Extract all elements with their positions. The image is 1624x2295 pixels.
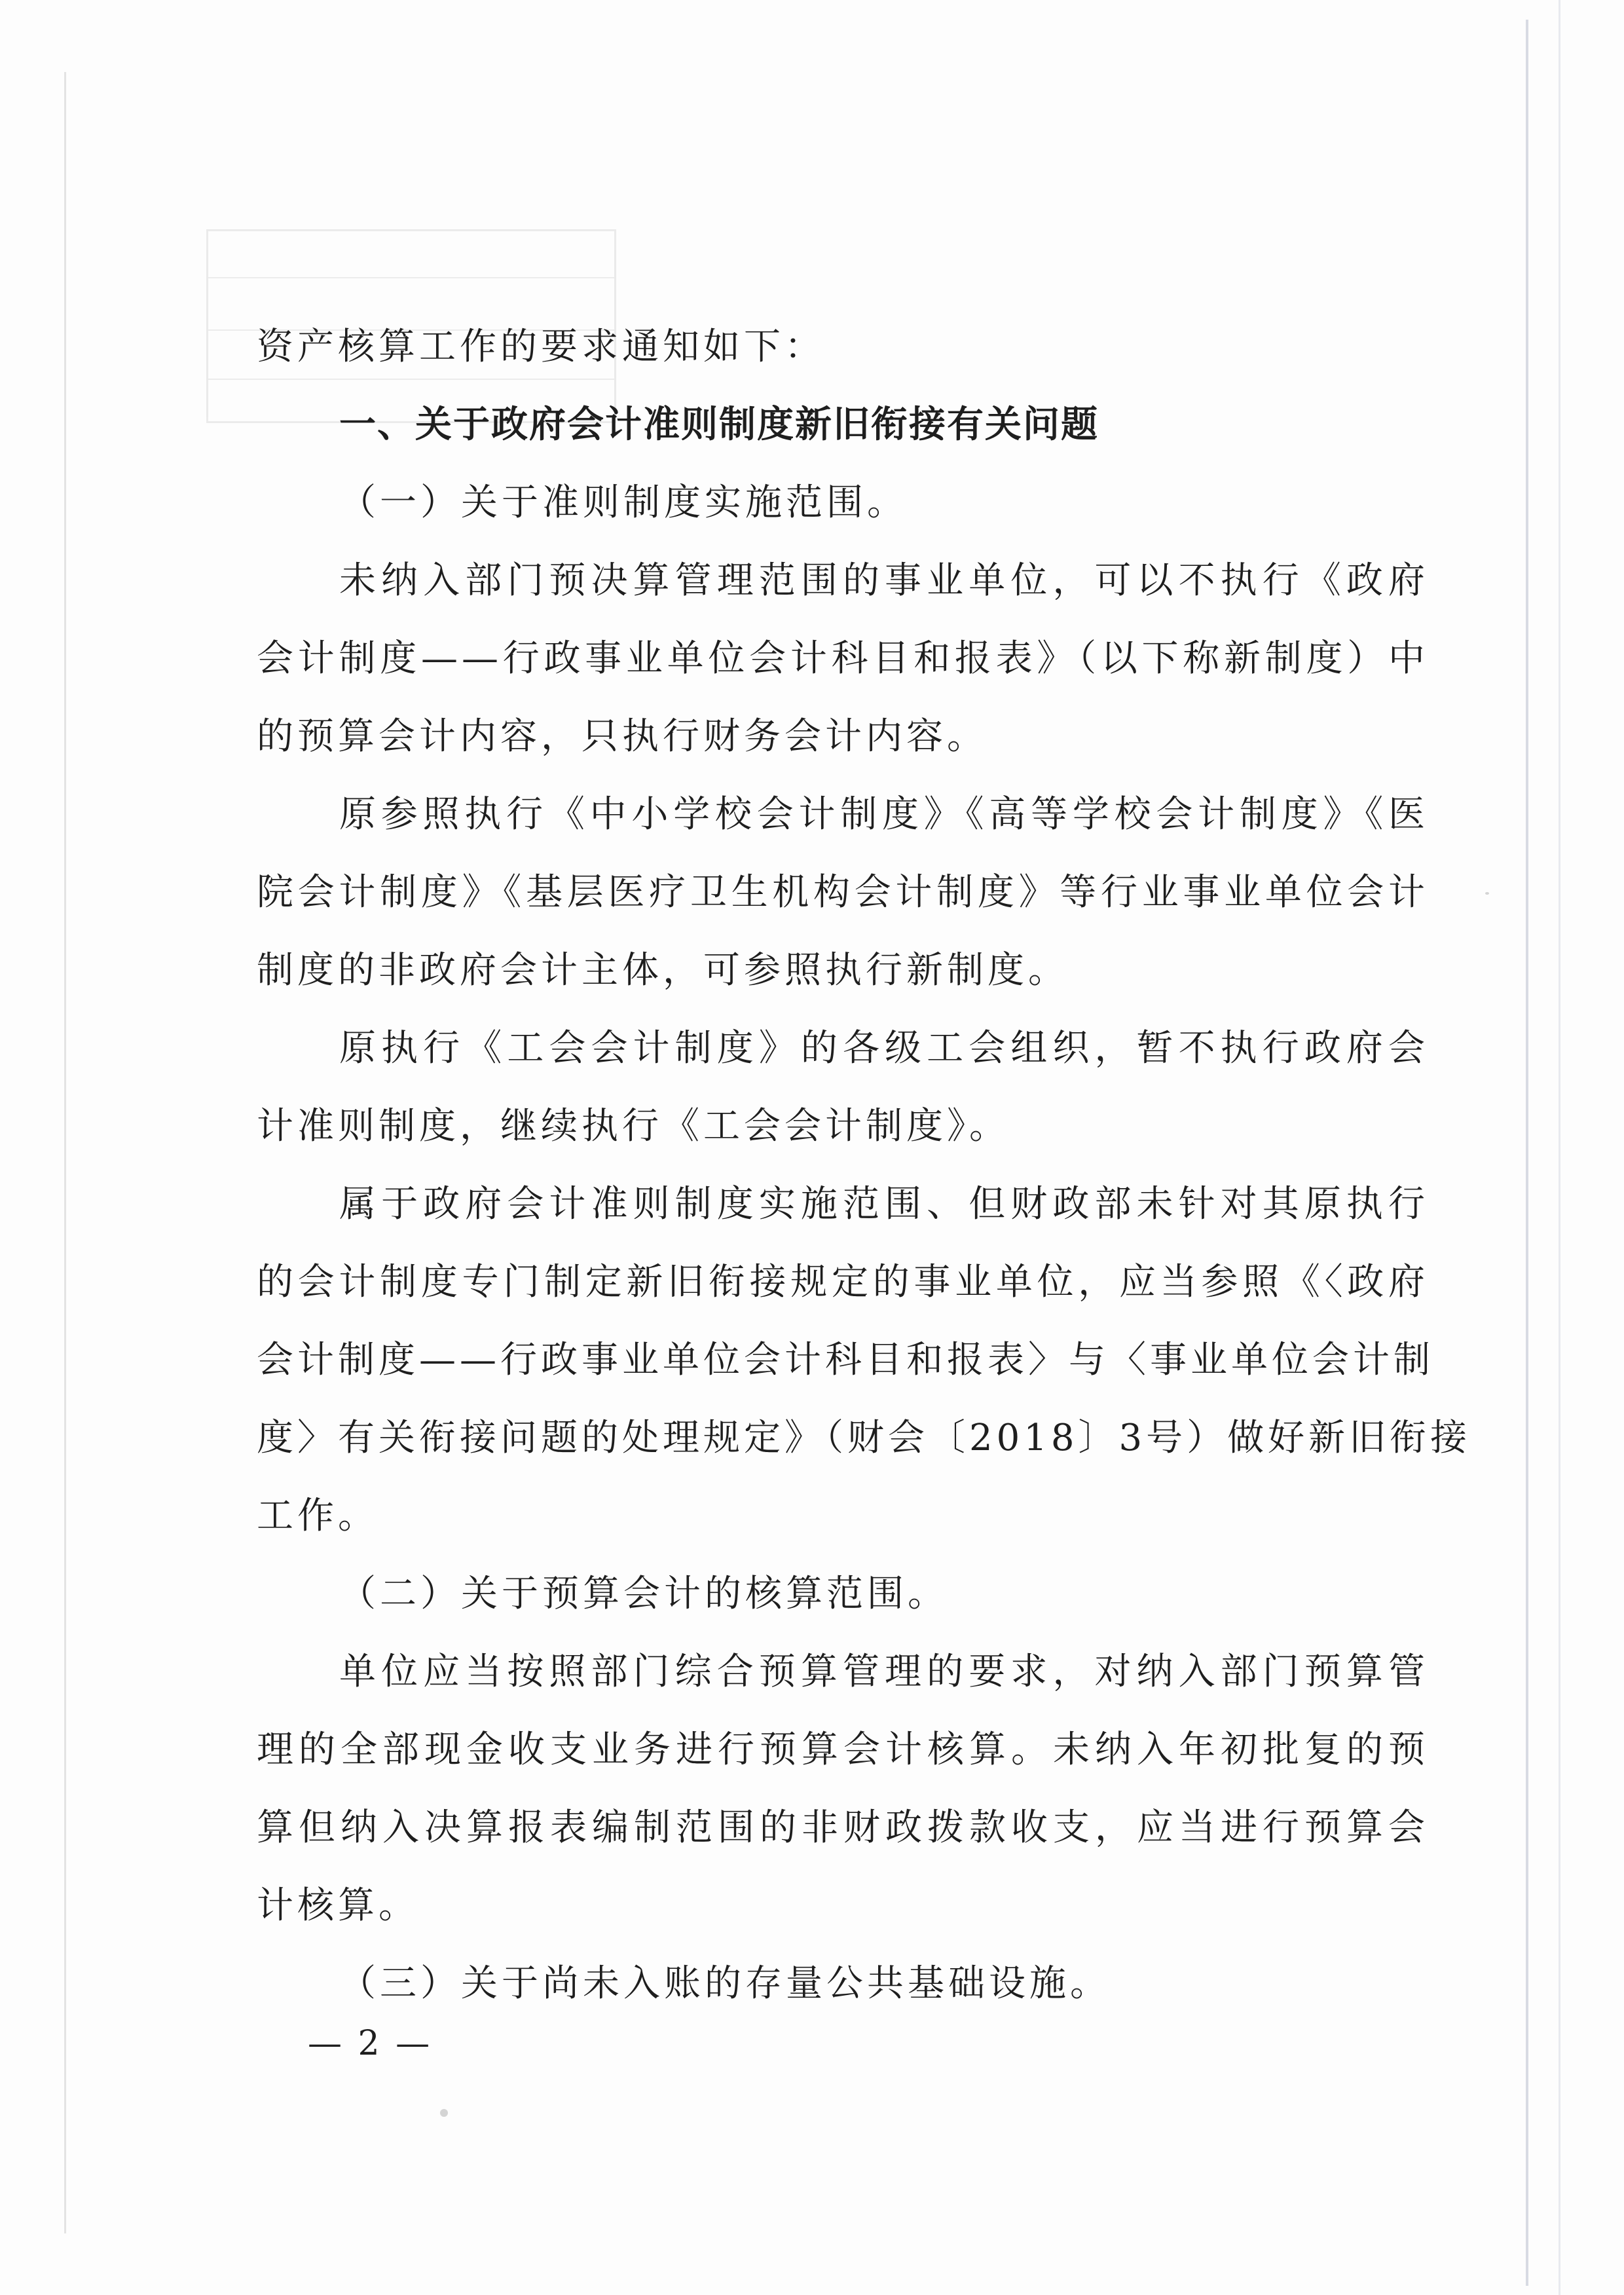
text-line: 会计制度——行政事业单位会计科目和报表》（以下称新制度）中 (257, 637, 1429, 680)
document-body (257, 308, 1471, 2023)
text-line: 度〉有关衔接问题的处理规定》（财会〔2018〕3号）做好新旧衔接 (257, 1417, 1471, 1459)
subsection-heading: （三）关于尚未入账的存量公共基础设施。 (339, 1962, 1111, 2005)
text-line: 理的全部现金收支业务进行预算会计核算。未纳入年初批复的预 (257, 1728, 1429, 1771)
text-line: 计准则制度，继续执行《工会会计制度》。 (257, 1105, 1010, 1148)
text-line: 资产核算工作的要求通知如下： (257, 326, 825, 368)
text-line: 的会计制度专门制定新旧衔接规定的事业单位，应当参照《〈政府 (257, 1261, 1429, 1303)
subsection-heading: （一）关于准则制度实施范围。 (339, 481, 908, 524)
scan-edge-right-outer (1559, 0, 1560, 2295)
text-line: 单位应当按照部门综合预算管理的要求，对纳入部门预算管 (339, 1651, 1429, 1693)
text-line: 院会计制度》《基层医疗卫生机构会计制度》等行业事业单位会计 (257, 871, 1429, 914)
scan-edge-right (1526, 20, 1528, 2286)
page-number: — 2 — (308, 2024, 433, 2063)
scan-edge-left (64, 72, 66, 2233)
text-line: 属于政府会计准则制度实施范围、但财政部未针对其原执行 (339, 1183, 1429, 1225)
section-heading: 一、关于政府会计准则制度新旧衔接有关问题 (339, 403, 1099, 446)
subsection-heading: （二）关于预算会计的核算范围。 (339, 1573, 948, 1615)
scan-speck (440, 2109, 448, 2117)
text-line: 制度的非政府会计主体，可参照执行新制度。 (257, 949, 1069, 992)
text-line: 工作。 (257, 1495, 378, 1537)
text-line: 算但纳入决算报表编制范围的非财政拨款收支，应当进行预算会 (257, 1806, 1429, 1849)
text-line: 会计制度——行政事业单位会计科目和报表〉与〈事业单位会计制 (257, 1339, 1434, 1381)
text-line: 原参照执行《中小学校会计制度》《高等学校会计制度》《医 (339, 793, 1429, 836)
text-line: 计核算。 (257, 1884, 419, 1927)
text-line: 的预算会计内容，只执行财务会计内容。 (257, 715, 987, 758)
text-line: 未纳入部门预决算管理范围的事业单位，可以不执行《政府 (339, 559, 1429, 602)
text-line: 原执行《工会会计制度》的各级工会组织，暂不执行政府会 (339, 1027, 1429, 1070)
scan-speck (1485, 892, 1489, 895)
